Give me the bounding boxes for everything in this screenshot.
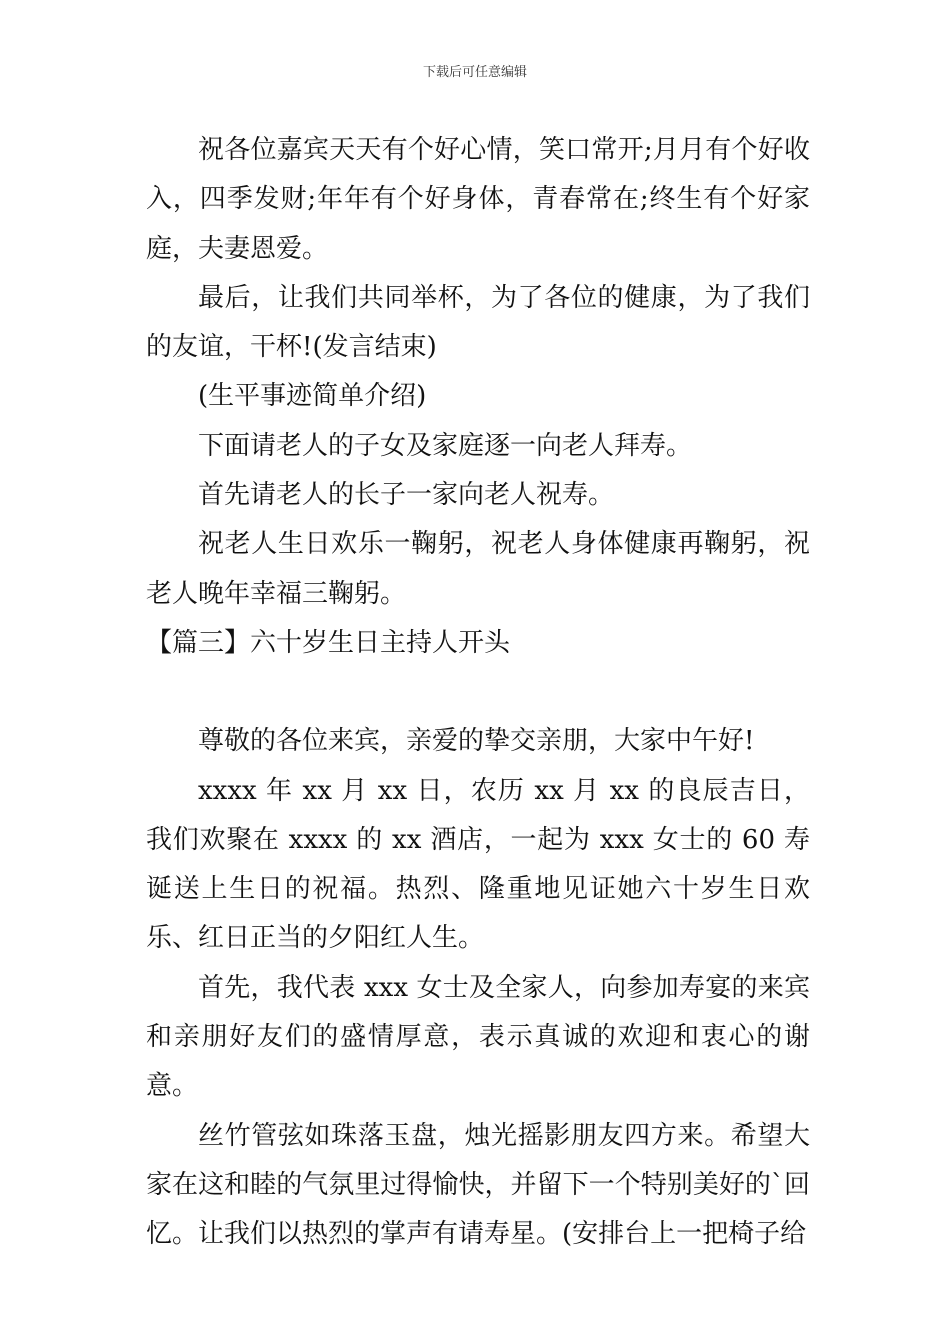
section-spacer <box>146 668 810 717</box>
paragraph-family-greeting: 下面请老人的子女及家庭逐一向老人拜寿。 <box>198 430 693 461</box>
section-heading: 【篇三】六十岁生日主持人开头 <box>146 627 511 658</box>
paragraph-blessings: 祝各位嘉宾天天有个好心情，笑口常开;月月有个好收入，四季发财;年年有个好身体，青春常在;终生有个好家庭，夫妻恩爱。 <box>146 135 810 264</box>
document-body <box>146 126 810 1260</box>
paragraph-invite-star: 丝竹管弦如珠落玉盘，烛光摇影朋友四方来。希望大家在这和睦的气氛里过得愉快，并留下一个特别美好的`回忆。让我们以热烈的掌声有请寿星。(安排台上一把椅子给 <box>146 1120 810 1250</box>
paragraph-eldest-son: 首先请老人的长子一家向老人祝寿。 <box>198 480 615 511</box>
paragraph-toast: 最后，让我们共同举杯，为了各位的健康，为了我们的友谊，干杯!(发言结束) <box>146 282 810 363</box>
paragraph-welcome: 尊敬的各位来宾，亲爱的挚交亲朋，大家中午好! <box>198 726 755 757</box>
paragraph-bows: 祝老人生日欢乐一鞠躬，祝老人身体健康再鞠躬，祝老人晚年幸福三鞠躬。 <box>146 529 810 609</box>
paragraph-thanks: 首先，我代表 xxx 女士及全家人，向参加寿宴的来宾和亲朋好友们的盛情厚意，表示真诚的欢迎和衷心的谢意。 <box>146 972 810 1102</box>
page-header: 下载后可任意编辑 <box>422 65 527 80</box>
paragraph-occasion: xxxx 年 xx 月 xx 日，农历 xx 月 xx 的良辰吉日，我们欢聚在 xxxx 的 xx 酒店，一起为 xxx 女士的 60 寿诞送上生日的祝福。热烈、隆重地见证她六十岁生日欢乐、红日正当的夕阳红人生。 <box>146 775 810 954</box>
paragraph-biography-note: (生平事迹简单介绍) <box>198 381 427 412</box>
